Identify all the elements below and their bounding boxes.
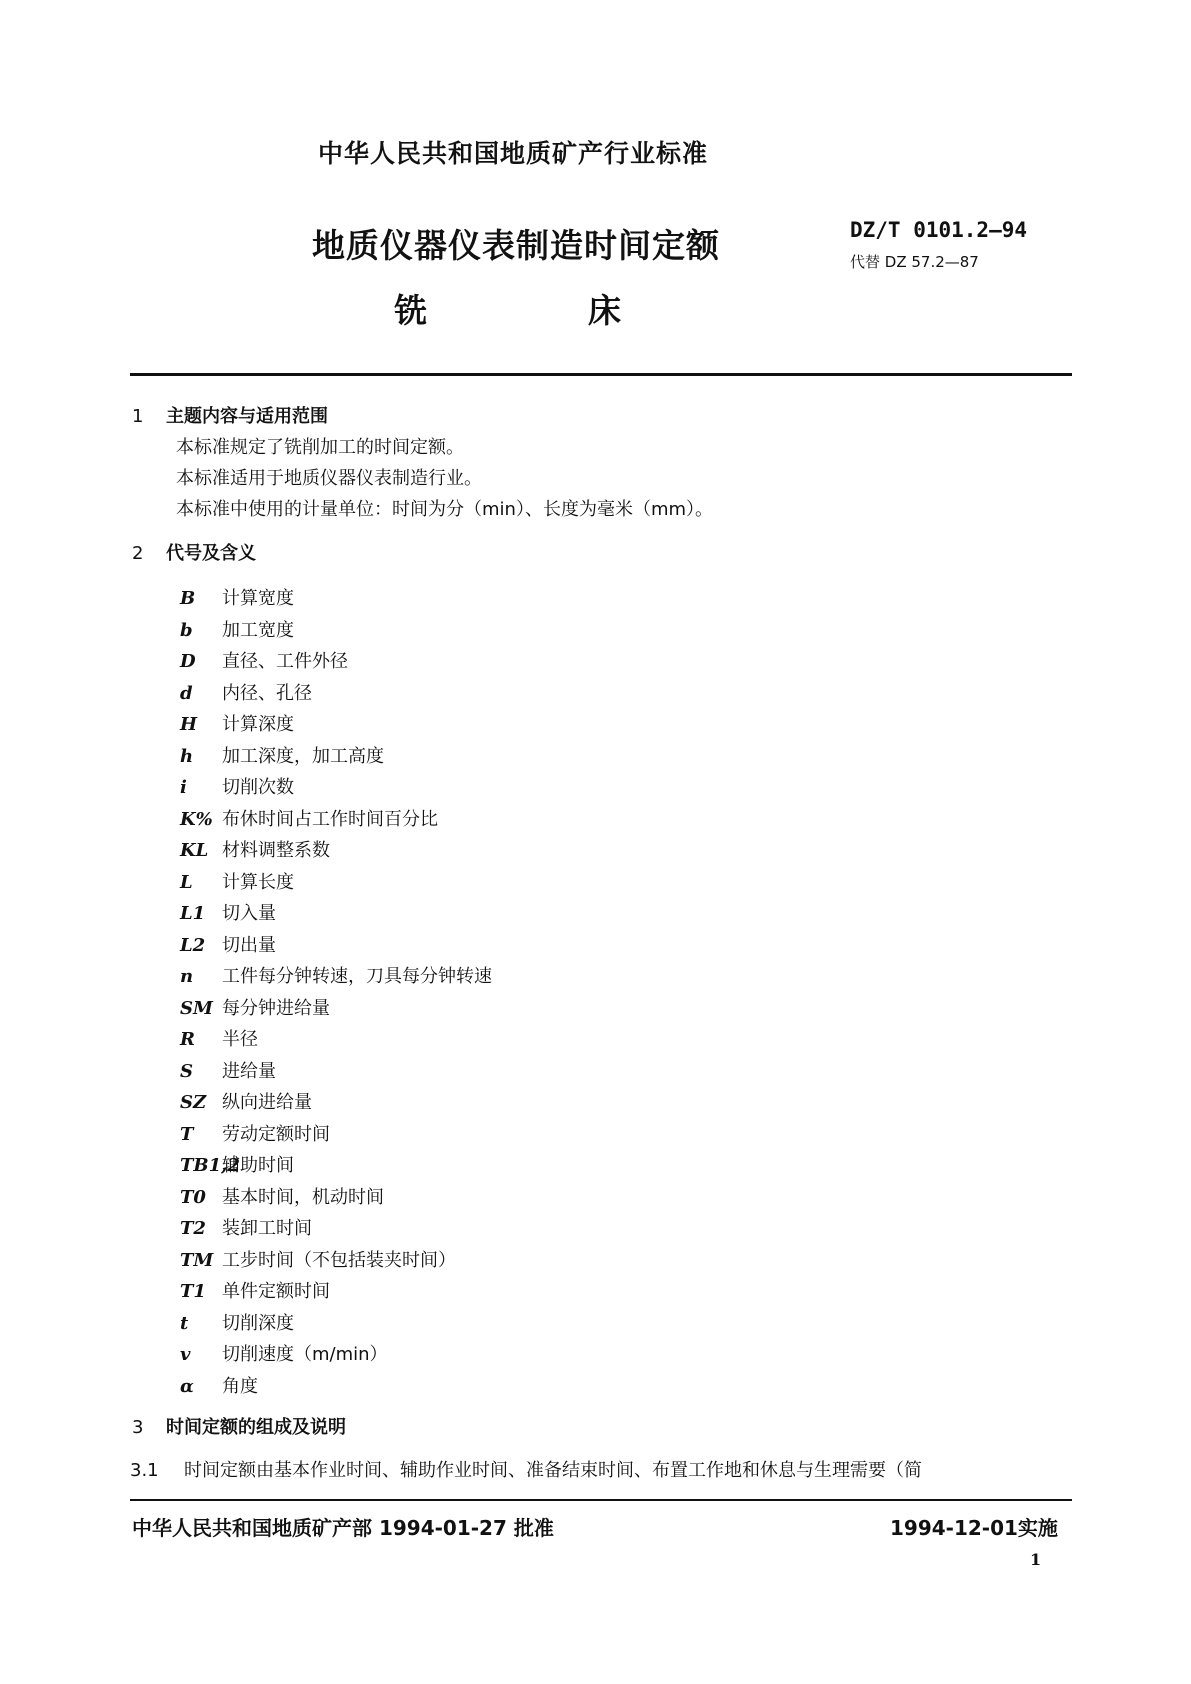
symbol-item [180, 836, 330, 862]
symbol-item [180, 994, 330, 1020]
symbol-item [180, 1277, 330, 1303]
symbol-description: 加工深度，加工高度 [222, 746, 384, 767]
symbol-description: 切出量 [222, 935, 276, 956]
standard-code: DZ/T 0101.2—94 [850, 218, 1028, 242]
symbol-description: 切削深度 [222, 1313, 294, 1334]
symbol-code: v [180, 1344, 191, 1365]
replaces-standard: 代替 DZ 57.2—87 [850, 253, 979, 271]
symbol-code: D [180, 651, 196, 672]
symbol-description: 纵向进给量 [222, 1092, 312, 1113]
symbol-description: 每分钟进给量 [222, 998, 330, 1019]
section-number: 2 [132, 543, 144, 564]
symbol-item [180, 931, 276, 957]
section-3-heading [132, 1413, 346, 1439]
symbol-description: 布休时间占工作时间百分比 [222, 809, 438, 830]
symbol-item [180, 1088, 312, 1114]
symbol-description: 劳动定额时间 [222, 1124, 330, 1145]
section-1-heading [132, 402, 328, 428]
symbol-item [180, 1120, 330, 1146]
symbol-description: 切入量 [222, 903, 276, 924]
symbol-item [180, 1183, 384, 1209]
symbol-code: TB1,2 [180, 1155, 240, 1176]
clause-number: 3.1 [130, 1460, 159, 1481]
symbol-code: KL [180, 840, 209, 861]
header-divider [130, 373, 1072, 376]
symbol-description: 工件每分钟转速，刀具每分钟转速 [222, 966, 492, 987]
symbol-code: L1 [180, 903, 206, 924]
symbol-code: i [180, 777, 187, 798]
symbol-item [180, 1057, 276, 1083]
symbol-code: K% [180, 809, 213, 830]
symbol-code: T1 [180, 1281, 206, 1302]
symbol-item [180, 962, 492, 988]
symbol-code: TM [180, 1250, 214, 1271]
symbol-description: 基本时间，机动时间 [222, 1187, 384, 1208]
symbol-description: 材料调整系数 [222, 840, 330, 861]
paragraph: 本标准适用于地质仪器仪表制造行业。 [176, 468, 482, 489]
symbol-item [180, 647, 348, 673]
symbol-description: 切削次数 [222, 777, 294, 798]
symbol-item [180, 710, 294, 736]
paragraph: 本标准规定了铣削加工的时间定额。 [176, 437, 464, 458]
standard-subtitle-right: 床 [588, 291, 621, 330]
symbol-code: SZ [180, 1092, 207, 1113]
symbol-item [180, 1340, 388, 1366]
symbol-description: 工步时间（不包括装夹时间） [222, 1250, 456, 1271]
symbol-code: b [180, 620, 193, 641]
symbol-item [180, 773, 294, 799]
symbol-item [180, 1151, 294, 1177]
section-2-heading [132, 539, 256, 565]
symbol-description: 内径、孔径 [222, 683, 312, 704]
symbol-item [180, 742, 384, 768]
section-number: 1 [132, 406, 144, 427]
page-number: 1 [1030, 1550, 1042, 1569]
issuing-organization: 中华人民共和国地质矿产行业标准 [318, 139, 709, 168]
symbol-description: 角度 [222, 1376, 258, 1397]
clause-3-1 [130, 1456, 922, 1482]
symbol-description: 直径、工件外径 [222, 651, 348, 672]
symbol-item [180, 805, 438, 831]
symbol-code: n [180, 966, 194, 987]
symbol-item [180, 616, 294, 642]
symbol-item [180, 1246, 456, 1272]
symbol-code: B [180, 588, 196, 609]
symbol-code: d [180, 683, 193, 704]
symbol-description: 半径 [222, 1029, 258, 1050]
clause-text: 时间定额由基本作业时间、辅助作业时间、准备结束时间、布置工作地和休息与生理需要（简 [184, 1460, 922, 1481]
symbol-code: R [180, 1029, 195, 1050]
symbol-item [180, 868, 294, 894]
symbol-code: α [180, 1376, 194, 1397]
symbol-description: 计算宽度 [222, 588, 294, 609]
symbol-item [180, 1372, 258, 1398]
symbol-description: 进给量 [222, 1061, 276, 1082]
symbol-code: T0 [180, 1187, 206, 1208]
paragraph: 本标准中使用的计量单位：时间为分（min）、长度为毫米（mm）。 [176, 499, 714, 520]
standard-subtitle-left: 铣 [394, 291, 427, 330]
symbol-code: S [180, 1061, 193, 1082]
symbol-description: 加工宽度 [222, 620, 294, 641]
symbol-code: t [180, 1313, 189, 1334]
section-title: 主题内容与适用范围 [166, 406, 328, 427]
symbol-item [180, 584, 294, 610]
symbol-description: 单件定额时间 [222, 1281, 330, 1302]
symbol-item [180, 1214, 312, 1240]
footer-divider [130, 1499, 1072, 1501]
section-title: 时间定额的组成及说明 [166, 1417, 346, 1438]
symbol-item [180, 899, 276, 925]
symbol-code: H [180, 714, 198, 735]
symbol-description: 切削速度（m/min） [222, 1344, 388, 1365]
symbol-code: L [180, 872, 193, 893]
symbol-item [180, 679, 312, 705]
symbol-item [180, 1309, 294, 1335]
effective-date: 1994-12-01实施 [890, 1516, 1058, 1540]
symbol-code: T2 [180, 1218, 206, 1239]
symbol-item [180, 1025, 258, 1051]
symbol-description: 计算长度 [222, 872, 294, 893]
symbol-code: T [180, 1124, 194, 1145]
section-number: 3 [132, 1417, 144, 1438]
symbol-description: 辅助时间 [222, 1155, 294, 1176]
symbol-description: 装卸工时间 [222, 1218, 312, 1239]
symbol-code: SM [180, 998, 213, 1019]
symbol-code: h [180, 746, 194, 767]
section-title: 代号及含义 [166, 543, 256, 564]
symbol-code: L2 [180, 935, 206, 956]
symbol-description: 计算深度 [222, 714, 294, 735]
standard-title: 地质仪器仪表制造时间定额 [312, 226, 720, 265]
approval-info: 中华人民共和国地质矿产部 1994-01-27 批准 [132, 1516, 554, 1540]
